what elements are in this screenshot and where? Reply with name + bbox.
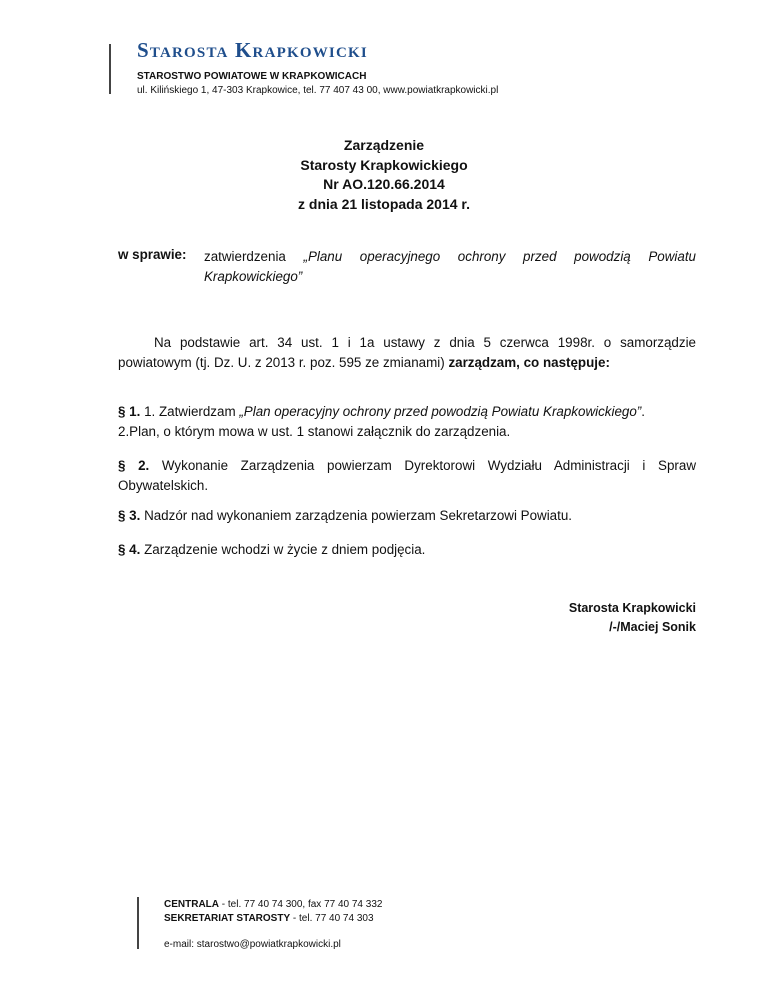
section-1-text: 1. Zatwierdzam xyxy=(140,404,240,419)
footer-sekretariat-text: - tel. 77 40 74 303 xyxy=(290,913,374,924)
header-divider xyxy=(109,44,111,94)
footer-centrala-label: CENTRALA xyxy=(164,899,219,910)
subject-italic: „Planu operacyjnego ochrony przed powodzią Powiatu Krapkowickiego” xyxy=(204,249,696,284)
footer-centrala xyxy=(164,899,382,910)
title-line-4: z dnia 21 listopada 2014 r. xyxy=(298,195,470,212)
preamble-bold: zarządzam, co następuje: xyxy=(448,354,610,370)
signature-role: Starosta Krapkowicki xyxy=(568,601,696,615)
section-4-mark: § 4. xyxy=(118,542,141,557)
footer-sekretariat xyxy=(164,913,374,924)
section-2-text: Wykonanie Zarządzenia powierzam Dyrektorowi Wydziału Administracji i Spraw Obywatelskich. xyxy=(118,458,696,493)
document-title xyxy=(0,136,768,214)
section-2 xyxy=(118,456,696,495)
section-3-mark: § 3. xyxy=(118,508,141,523)
footer-email: e-mail: starostwo@powiatkrapkowicki.pl xyxy=(164,939,341,950)
section-2-mark: § 2. xyxy=(118,458,150,473)
section-3-text: Nadzór nad wykonaniem zarządzenia powierzam Sekretarzowi Powiatu. xyxy=(140,508,573,523)
section-4 xyxy=(118,540,696,560)
section-1-line-1 xyxy=(118,402,696,422)
footer-divider xyxy=(137,897,139,949)
section-1-mark: § 1. xyxy=(118,404,141,419)
office-name: STAROSTWO POWIATOWE W KRAPKOWICACH xyxy=(137,71,367,82)
section-4-text: Zarządzenie wchodzi w życie z dniem podjęcia. xyxy=(140,542,426,557)
signature xyxy=(569,599,696,637)
preamble-text: Na podstawie art. 34 ust. 1 i 1a ustawy z dnia 5 czerwca 1998r. o samorządzie powiatowym (tj. Dz. U. z 2013 r. poz. 595 ze zmianami) xyxy=(118,335,696,370)
footer-sekretariat-label: SEKRETARIAT STAROSTY xyxy=(164,913,291,924)
title-line-3: Nr AO.120.66.2014 xyxy=(323,176,445,192)
subject-label: w sprawie: xyxy=(118,247,187,262)
title-line-1: Zarządzenie xyxy=(343,137,425,153)
preamble xyxy=(118,333,696,372)
subject-text xyxy=(204,247,696,286)
title-line-2: Starosty Krapkowickiego xyxy=(300,156,468,173)
section-1-line-2: 2.Plan, o którym mowa w ust. 1 stanowi załącznik do zarządzenia. xyxy=(118,423,511,439)
subject-prefix: zatwierdzenia xyxy=(204,249,304,264)
footer-centrala-text: - tel. 77 40 74 300, fax 77 40 74 332 xyxy=(219,899,383,910)
office-address: ul. Kilińskiego 1, 47-303 Krapkowice, tel. 77 407 43 00, www.powiatkrapkowicki.pl xyxy=(137,85,499,96)
signature-name: /-/Maciej Sonik xyxy=(609,620,696,634)
brand-title: Starosta Krapkowicki xyxy=(137,38,368,62)
section-1-italic: „Plan operacyjny ochrony przed powodzią Powiatu Krapkowickiego” xyxy=(239,404,642,419)
section-1 xyxy=(118,402,696,441)
section-1-tail: . xyxy=(641,404,645,419)
section-3 xyxy=(118,506,696,526)
